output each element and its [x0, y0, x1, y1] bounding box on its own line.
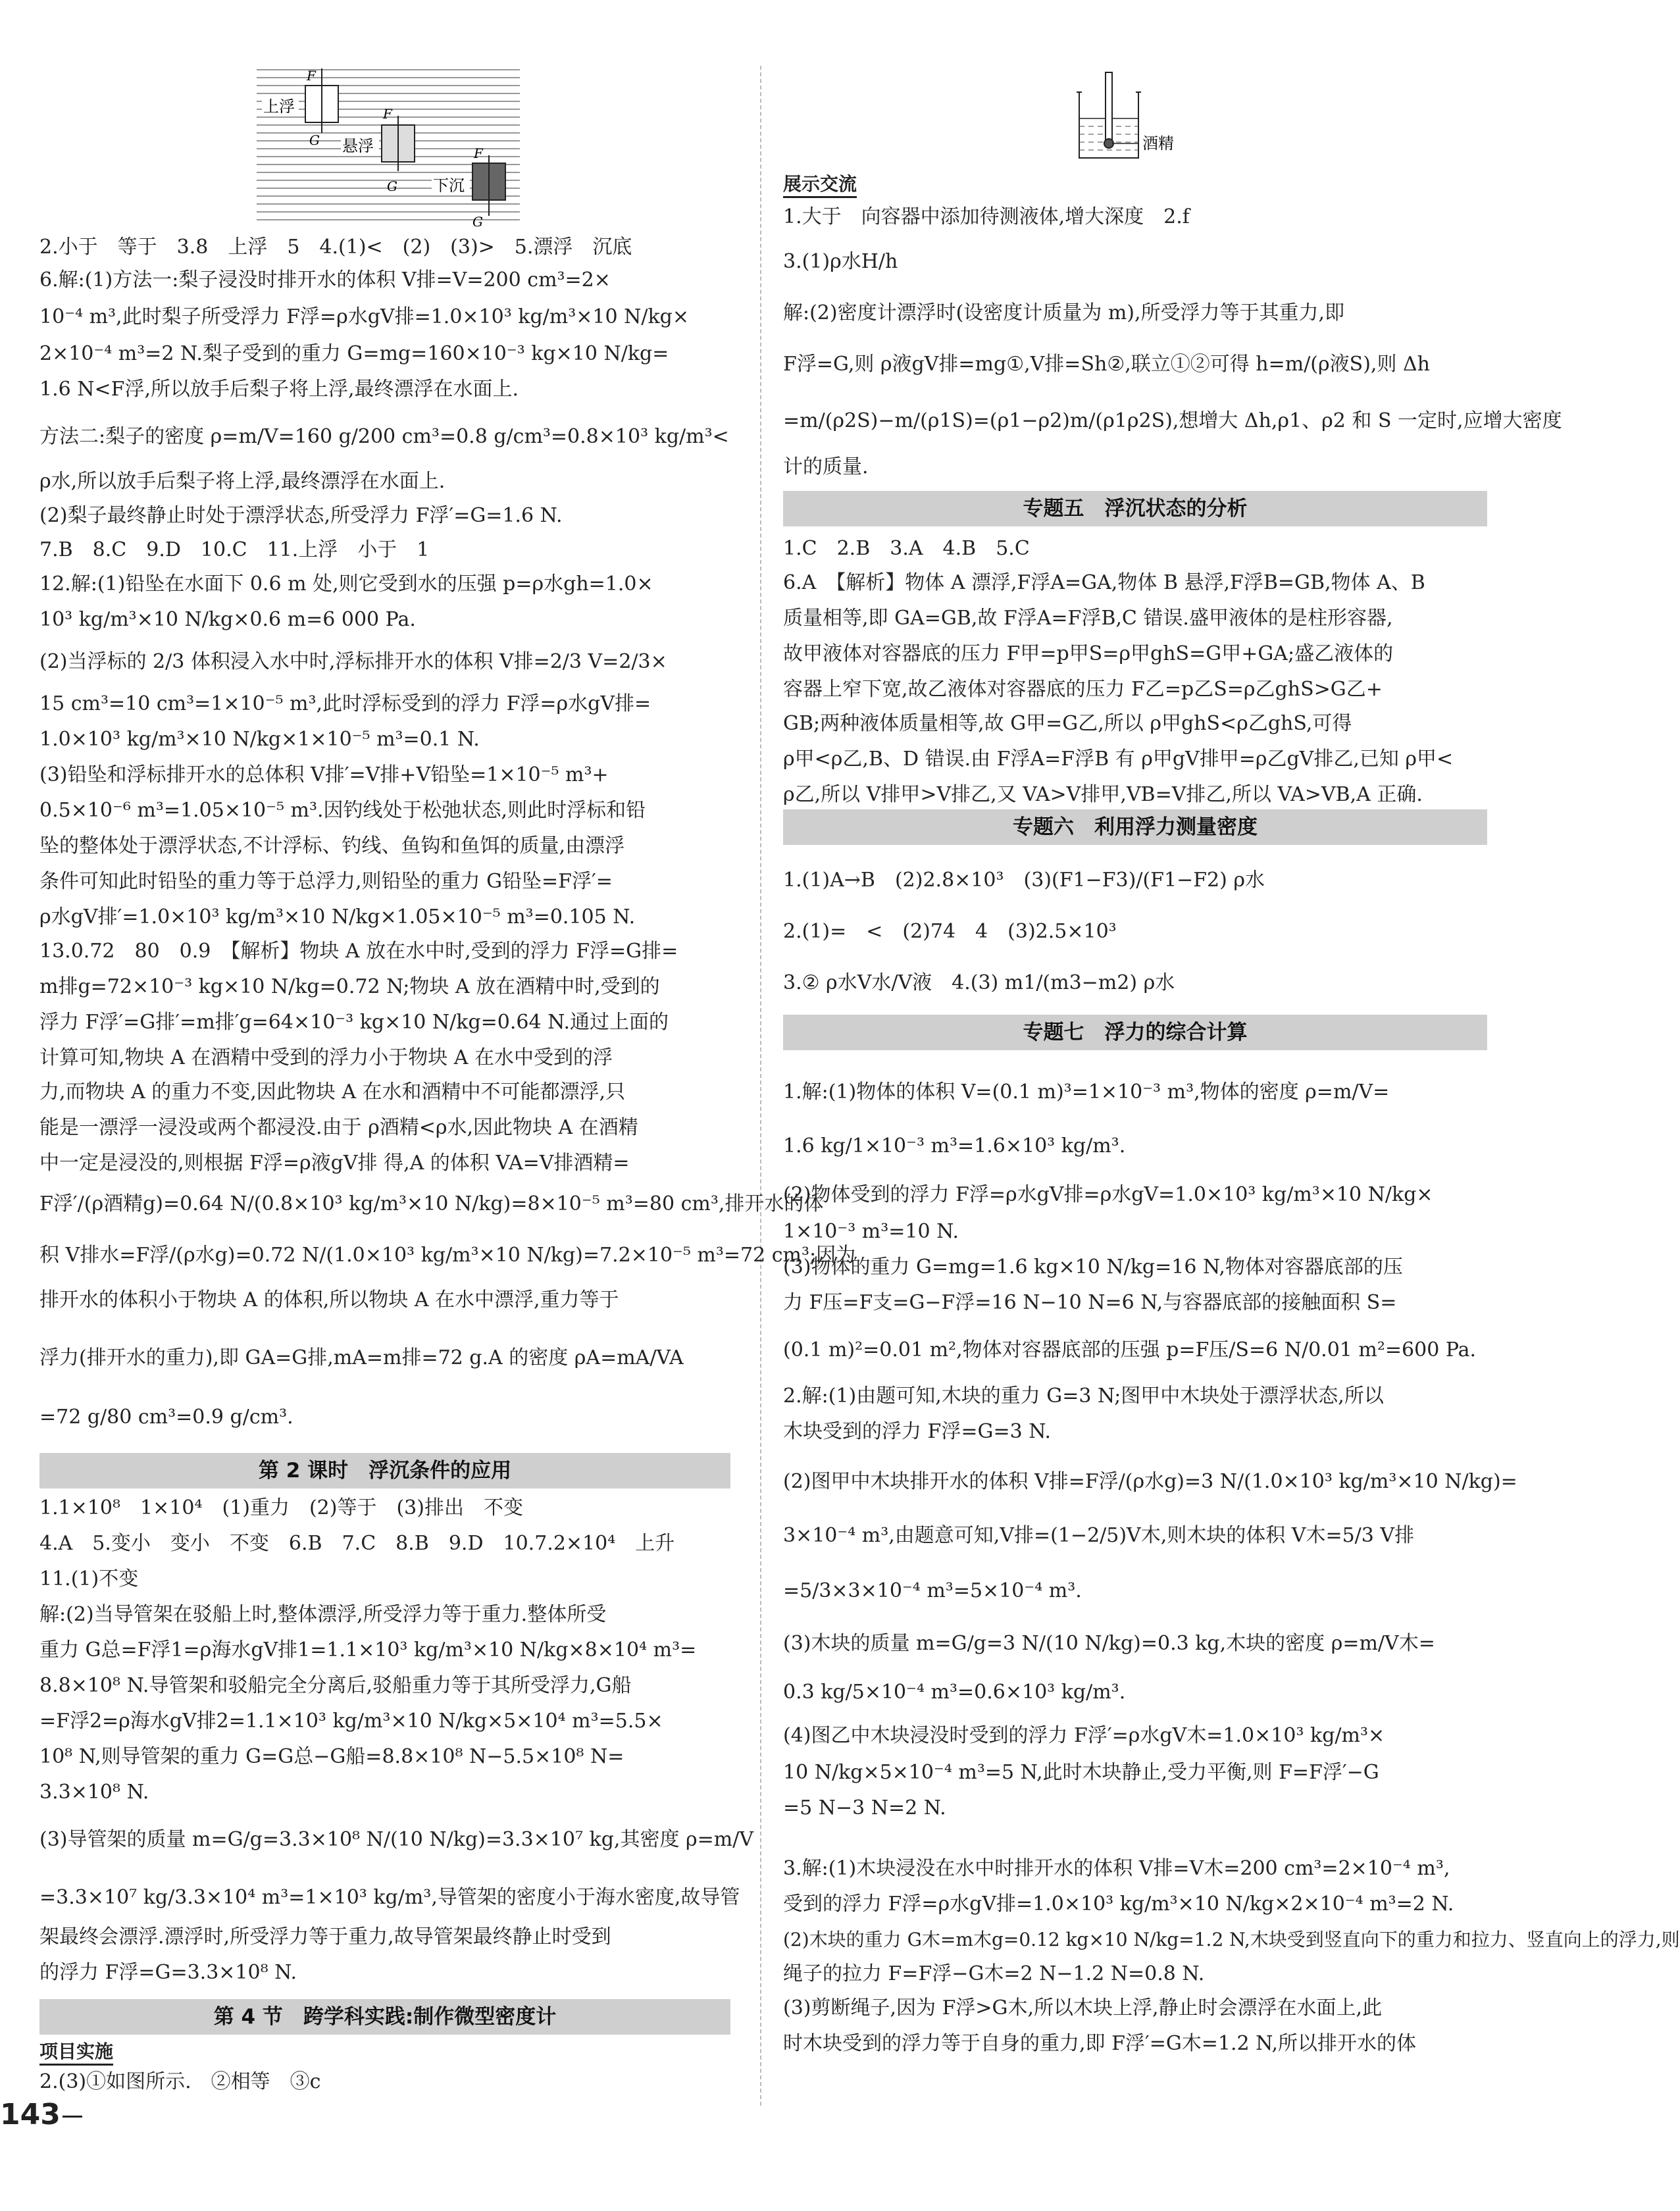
answer-line: 4.A 5.变小 变小 不变 6.B 7.C 8.B 9.D 10.7.2×10⁴ 上升: [39, 1532, 675, 1555]
answer-line: (2)物体受到的浮力 F浮=ρ水gV排=ρ水gV=1.0×10³ kg/m³×10 N/kg×: [783, 1183, 1433, 1206]
answer-line: =F浮2=ρ海水gV排2=1.1×10³ kg/m³×10 N/kg×5×10⁴ m³=5.5×: [39, 1710, 663, 1733]
answer-line: 10⁻⁴ m³,此时梨子所受浮力 F浮=ρ水gV排=1.0×10³ kg/m³×10 N/kg×: [39, 305, 689, 328]
answer-line: (3)导管架的质量 m=G/g=3.3×10⁸ N/(10 N/kg)=3.3×10⁷ kg,其密度 ρ=m/V: [39, 1828, 753, 1851]
answer-line: ρ水gV排′=1.0×10³ kg/m³×10 N/kg×1.05×10⁻⁵ m³=0.105 N.: [39, 905, 636, 928]
answer-line: 计算可知,物块 A 在酒精中受到的浮力小于物块 A 在水中受到的浮: [39, 1046, 613, 1069]
answer-line: (2)当浮标的 2/3 体积浸入水中时,浮标排开水的体积 V排=2/3 V=2/3×: [39, 650, 667, 673]
answer-line: 木块受到的浮力 F浮=G=3 N.: [783, 1420, 1052, 1443]
answer-line: 1×10⁻³ m³=10 N.: [783, 1220, 959, 1243]
answer-line: 15 cm³=10 cm³=1×10⁻⁵ m³,此时浮标受到的浮力 F浮=ρ水gV排=: [39, 692, 651, 715]
column-divider: [760, 66, 761, 2106]
answer-line: (2)木块的重力 G木=m木g=0.12 kg×10 N/kg=1.2 N,木块受到竖直向下的重力和拉力、竖直向上的浮力,则: [783, 1929, 1680, 1950]
subsection-label: 项目实施: [39, 2040, 113, 2066]
force-g-2: G: [387, 178, 397, 194]
answer-line: 能是一漂浮一浸没或两个都浸没.由于 ρ酒精<ρ水,因此物块 A 在酒精: [39, 1116, 638, 1139]
answer-line: 条件可知此时铅坠的重力等于总浮力,则铅坠的重力 G铅坠=F浮′=: [39, 870, 613, 893]
answer-line: (3)木块的质量 m=G/g=3 N/(10 N/kg)=0.3 kg,木块的密度 ρ=m/V木=: [783, 1632, 1435, 1655]
answer-line: 1.(1)A→B (2)2.8×10³ (3)(F1−F3)/(F1−F2) ρ水: [783, 869, 1265, 892]
answer-line: 中一定是浸没的,则根据 F浮=ρ液gV排 得,A 的体积 VA=V排酒精=: [39, 1152, 630, 1175]
answer-line: 质量相等,即 GA=GB,故 F浮A=F浮B,C 错误.盛甲液体的是柱形容器,: [783, 607, 1393, 630]
float-states-figure: [257, 66, 520, 230]
answer-line: 1.6 kg/1×10⁻³ m³=1.6×10³ kg/m³.: [783, 1134, 1126, 1157]
answer-line: 10⁸ N,则导管架的重力 G=G总−G船=8.8×10⁸ N−5.5×10⁸ N=: [39, 1745, 624, 1768]
answer-line: (3)剪断绳子,因为 F浮>G木,所以木块上浮,静止时会漂浮在水面上,此: [783, 1996, 1383, 2020]
answer-line: ρ甲<ρ乙,B、D 错误.由 F浮A=F浮B 有 ρ甲gV排甲=ρ乙gV排乙,已知 ρ甲<: [783, 748, 1454, 771]
section-heading: 专题六 利用浮力测量密度: [783, 809, 1487, 845]
answer-line: 7.B 8.C 9.D 10.C 11.上浮 小于 1: [39, 538, 430, 561]
answer-line: =5 N−3 N=2 N.: [783, 1796, 946, 1819]
answer-line: 解:(2)密度计漂浮时(设密度计质量为 m),所受浮力等于其重力,即: [783, 301, 1345, 324]
answer-line: ρ水,所以放手后梨子将上浮,最终漂浮在水面上.: [39, 470, 445, 493]
force-f-3: F: [474, 145, 483, 161]
answer-line: 10 N/kg×5×10⁻⁴ m³=5 N,此时木块静止,受力平衡,则 F=F浮′−G: [783, 1761, 1379, 1784]
answer-line: 2×10⁻⁴ m³=2 N.梨子受到的重力 G=mg=160×10⁻³ kg×10 N/kg=: [39, 342, 669, 365]
answer-line: 故甲液体对容器底的压力 F甲=p甲S=ρ甲ghS=G甲+GA;盛乙液体的: [783, 642, 1394, 665]
answer-line: 积 V排水=F浮/(ρ水g)=0.72 N/(1.0×10³ kg/m³×10 N/kg)=7.2×10⁻⁵ m³=72 cm³;因为: [39, 1244, 856, 1267]
answer-line: 6.解:(1)方法一:梨子浸没时排开水的体积 V排=V=200 cm³=2×: [39, 268, 611, 292]
answer-line: F浮=G,则 ρ液gV排=mg①,V排=Sh②,联立①②可得 h=m/(ρ液S),则 Δh: [783, 353, 1430, 376]
subsection-label: 展示交流: [783, 172, 857, 198]
answer-line: (3)铅坠和浮标排开水的总体积 V排′=V排+V铅坠=1×10⁻⁵ m³+: [39, 763, 609, 786]
answer-line: 计的质量.: [783, 455, 869, 478]
label-alcohol: 酒精: [1142, 134, 1174, 153]
answer-line: ρ乙,所以 V排甲>V排乙,又 VA>V排甲,VB=V排乙,所以 VA>VB,A 正确.: [783, 783, 1423, 806]
answer-line: 1.C 2.B 3.A 4.B 5.C: [783, 537, 1030, 560]
answer-line: 时木块受到的浮力等于自身的重力,即 F浮′=G木=1.2 N,所以排开水的体: [783, 2032, 1417, 2055]
answer-line: 1.0×10³ kg/m³×10 N/kg×1×10⁻⁵ m³=0.1 N.: [39, 728, 480, 751]
answer-line: 3.(1)ρ水H/h: [783, 250, 898, 273]
answer-line: 1.大于 向容器中添加待测液体,增大深度 2.f: [783, 205, 1190, 228]
answer-line: m排g=72×10⁻³ kg×10 N/kg=0.72 N;物块 A 放在酒精中时,受到的: [39, 975, 660, 998]
answer-line: 1.解:(1)物体的体积 V=(0.1 m)³=1×10⁻³ m³,物体的密度 ρ=m/V=: [783, 1080, 1390, 1104]
answer-line: 的浮力 F浮=G=3.3×10⁸ N.: [39, 1961, 297, 1984]
answer-line: 0.3 kg/5×10⁻⁴ m³=0.6×10³ kg/m³.: [783, 1681, 1126, 1704]
answer-line: 1.1×10⁸ 1×10⁴ (1)重力 (2)等于 (3)排出 不变: [39, 1496, 523, 1519]
answer-line: 2.(3)①如图所示. ②相等 ③c: [39, 2070, 321, 2093]
answer-line: 3×10⁻⁴ m³,由题意可知,V排=(1−2/5)V木,则木块的体积 V木=5/3 V排: [783, 1524, 1415, 1547]
section-heading: 专题五 浮沉状态的分析: [783, 491, 1487, 526]
answer-line: (2)图甲中木块排开水的体积 V排=F浮/(ρ水g)=3 N/(1.0×10³ kg/m³×10 N/kg)=: [783, 1470, 1517, 1493]
answer-line: 重力 G总=F浮1=ρ海水gV排1=1.1×10³ kg/m³×10 N/kg×8×10⁴ m³=: [39, 1639, 697, 1662]
section-heading: 第 2 课时 浮沉条件的应用: [39, 1453, 730, 1488]
answer-line: 力 F压=F支=G−F浮=16 N−10 N=6 N,与容器底部的接触面积 S=: [783, 1291, 1397, 1314]
answer-line: 13.0.72 80 0.9 【解析】物块 A 放在水中时,受到的浮力 F浮=G排=: [39, 940, 678, 963]
label-float-up: 上浮: [263, 97, 295, 116]
answer-line: =3.3×10⁷ kg/3.3×10⁴ m³=1×10³ kg/m³,导管架的密度小于海水密度,故导管: [39, 1886, 740, 1909]
answer-line: 10³ kg/m³×10 N/kg×0.6 m=6 000 Pa.: [39, 608, 416, 631]
answer-line: F浮′/(ρ酒精g)=0.64 N/(0.8×10³ kg/m³×10 N/kg)=8×10⁻⁵ m³=80 cm³,排开水的体: [39, 1192, 824, 1215]
answer-line: 8.8×10⁸ N.导管架和驳船完全分离后,驳船重力等于其所受浮力,G船: [39, 1674, 632, 1697]
answer-line: 0.5×10⁻⁶ m³=1.05×10⁻⁵ m³.因钓线处于松弛状态,则此时浮标和铅: [39, 799, 646, 822]
answer-line: =m/(ρ2S)−m/(ρ1S)=(ρ1−ρ2)m/(ρ1ρ2S),想增大 Δh,ρ1、ρ2 和 S 一定时,应增大密度: [783, 409, 1562, 432]
answer-line: (3)物体的重力 G=mg=1.6 kg×10 N/kg=16 N,物体对容器底部的压: [783, 1256, 1403, 1279]
answer-line: 方法二:梨子的密度 ρ=m/V=160 g/200 cm³=0.8 g/cm³=0.8×10³ kg/m³<: [39, 425, 729, 448]
answer-line: 坠的整体处于漂浮状态,不计浮标、钓线、鱼钩和鱼饵的质量,由漂浮: [39, 834, 625, 857]
answer-line: 2.解:(1)由题可知,木块的重力 G=3 N;图甲中木块处于漂浮状态,所以: [783, 1385, 1384, 1408]
answer-line: 浮力 F浮′=G排′=m排′g=64×10⁻³ kg×10 N/kg=0.64 N.通过上面的: [39, 1011, 669, 1034]
answer-line: 1.6 N<F浮,所以放手后梨子将上浮,最终漂浮在水面上.: [39, 378, 519, 401]
answer-line: 11.(1)不变: [39, 1567, 139, 1590]
answer-line: 容器上窄下宽,故乙液体对容器底的压力 F乙=p乙S=ρ乙ghS>G乙+: [783, 678, 1383, 701]
page-number: 143: [0, 2098, 61, 2131]
force-f-1: F: [307, 68, 316, 84]
answer-line: 3.解:(1)木块浸没在水中时排开水的体积 V排=V木=200 cm³=2×10⁻⁴ m³,: [783, 1857, 1450, 1880]
answer-line: GB;两种液体质量相等,故 G甲=G乙,所以 ρ甲ghS<ρ乙ghS,可得: [783, 712, 1352, 735]
answer-line: 排开水的体积小于物块 A 的体积,所以物块 A 在水中漂浮,重力等于: [39, 1288, 619, 1311]
label-sink: 下沉: [433, 176, 465, 195]
answer-line: 绳子的拉力 F=F浮−G木=2 N−1.2 N=0.8 N.: [783, 1962, 1205, 1985]
answer-line: (4)图乙中木块浸没时受到的浮力 F浮′=ρ水gV木=1.0×10³ kg/m³×: [783, 1724, 1385, 1747]
answer-line: 3.3×10⁸ N.: [39, 1781, 149, 1804]
answer-line: 受到的浮力 F浮=ρ水gV排=1.0×10³ kg/m³×10 N/kg×2×10⁻⁴ m³=2 N.: [783, 1893, 1454, 1916]
answer-line: 架最终会漂浮.漂浮时,所受浮力等于重力,故导管架最终静止时受到: [39, 1925, 611, 1948]
force-g-1: G: [309, 132, 320, 148]
answer-line: =72 g/80 cm³=0.9 g/cm³.: [39, 1406, 293, 1429]
section-heading: 第 4 节 跨学科实践:制作微型密度计: [39, 1999, 730, 2035]
answer-line: 浮力(排开水的重力),即 GA=G排,mA=m排=72 g.A 的密度 ρA=mA/VA: [39, 1346, 684, 1369]
densimeter-figure: [1073, 66, 1204, 165]
answer-line: 力,而物块 A 的重力不变,因此物块 A 在水和酒精中不可能都漂浮,只: [39, 1080, 626, 1104]
answer-line: (0.1 m)²=0.01 m²,物体对容器底部的压强 p=F压/S=6 N/0.01 m²=600 Pa.: [783, 1338, 1477, 1361]
answer-line: 3.② ρ水V水/V液 4.(3) m1/(m3−m2) ρ水: [783, 971, 1175, 994]
answer-line: 6.A 【解析】物体 A 漂浮,F浮A=GA,物体 B 悬浮,F浮B=GB,物体 A、B: [783, 571, 1425, 594]
answer-line: 2.小于 等于 3.8 上浮 5 4.(1)< (2) (3)> 5.漂浮 沉底: [39, 236, 632, 259]
answer-line: 解:(2)当导管架在驳船上时,整体漂浮,所受浮力等于重力.整体所受: [39, 1603, 607, 1626]
answer-line: =5/3×3×10⁻⁴ m³=5×10⁻⁴ m³.: [783, 1579, 1082, 1602]
label-suspend: 悬浮: [342, 137, 374, 155]
force-f-2: F: [383, 106, 392, 122]
section-heading: 专题七 浮力的综合计算: [783, 1015, 1487, 1050]
page-number-rule: [63, 2116, 82, 2118]
answer-line: 12.解:(1)铅坠在水面下 0.6 m 处,则它受到水的压强 p=ρ水gh=1.0×: [39, 572, 653, 596]
answer-line: 2.(1)= < (2)74 4 (3)2.5×10³: [783, 920, 1117, 943]
answer-line: (2)梨子最终静止时处于漂浮状态,所受浮力 F浮′=G=1.6 N.: [39, 504, 563, 527]
force-g-3: G: [472, 214, 483, 230]
